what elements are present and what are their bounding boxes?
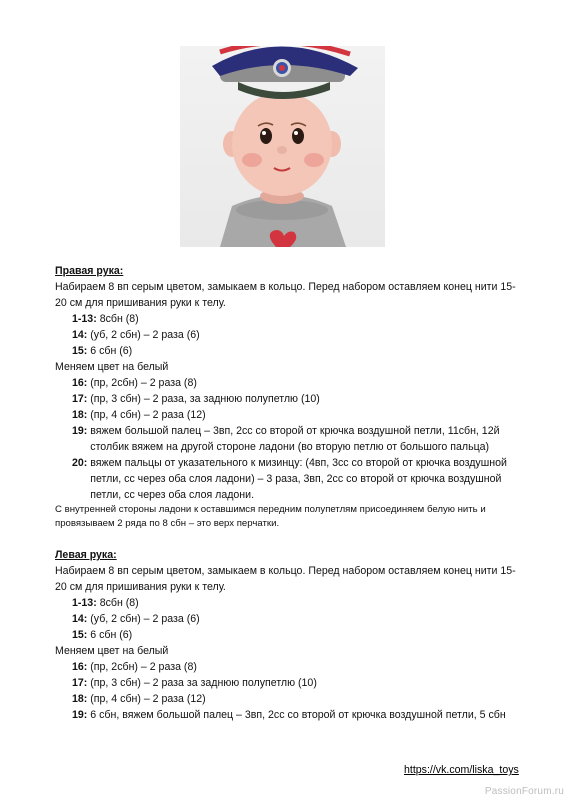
- list-item: 17: (пр, 3 сбн) – 2 раза за заднюю полупетлю (10): [72, 677, 317, 689]
- right-hand-color-change: Меняем цвет на белый: [55, 361, 169, 373]
- left-hand-intro: Набираем 8 вп серым цветом, замыкаем в кольцо. Перед набором оставляем конец нити 15-20 см для пришивания руки к телу.: [55, 565, 516, 593]
- doll-photo-icon: [180, 46, 385, 247]
- list-item: 15: 6 сбн (6): [72, 345, 133, 357]
- list-item: 16: (пр, 2сбн) – 2 раза (8): [72, 377, 197, 389]
- list-item: 1-13: 8сбн (8): [72, 313, 139, 325]
- footer-link[interactable]: https://vk.com/liska_toys: [404, 764, 519, 776]
- list-item: 14: (уб, 2 сбн) – 2 раза (6): [72, 613, 200, 625]
- list-item: 16: (пр, 2сбн) – 2 раза (8): [72, 661, 197, 673]
- right-hand-title: Правая рука:: [55, 265, 124, 277]
- watermark: PassionForum.ru: [484, 786, 564, 797]
- left-hand-title: Левая рука:: [55, 549, 117, 561]
- pattern-document: [55, 263, 525, 723]
- list-item: 19: 6 сбн, вяжем большой палец – 3вп, 2сс со второй от крючка воздушной петли, 5 сбн: [72, 709, 506, 721]
- list-item: 19: вяжем большой палец – 3вп, 2сс со второй от крючка воздушной петли, 11сбн, 12й столбик вяжем на другой стороне ладони (во вторую петлю от большого пальца): [72, 425, 500, 453]
- list-item: 20: вяжем пальцы от указательного к мизинцу: (4вп, 3сс со второй от крючка воздушной петли, сс через оба слоя ладони) – 3 раза, 3вп, 2сс со второй от крючка воздушной петли, сс через оба слоя ладони.: [72, 457, 507, 501]
- right-hand-note: С внутренней стороны ладони к оставшимся передним полупетлям присоединяем белую нить и провязываем 2 ряда по 8 сбн – это верх перчатки.: [55, 504, 486, 529]
- list-item: 18: (пр, 4 сбн) – 2 раза (12): [72, 693, 206, 705]
- right-hand-intro: Набираем 8 вп серым цветом, замыкаем в кольцо. Перед набором оставляем конец нити 15-20 см для пришивания руки к телу.: [55, 281, 516, 309]
- doll-photo: [180, 46, 385, 247]
- list-item: 17: (пр, 3 сбн) – 2 раза, за заднюю полупетлю (10): [72, 393, 320, 405]
- left-hand-color-change: Меняем цвет на белый: [55, 645, 169, 657]
- list-item: 15: 6 сбн (6): [72, 629, 133, 641]
- list-item: 1-13: 8сбн (8): [72, 597, 139, 609]
- list-item: 14: (уб, 2 сбн) – 2 раза (6): [72, 329, 200, 341]
- list-item: 18: (пр, 4 сбн) – 2 раза (12): [72, 409, 206, 421]
